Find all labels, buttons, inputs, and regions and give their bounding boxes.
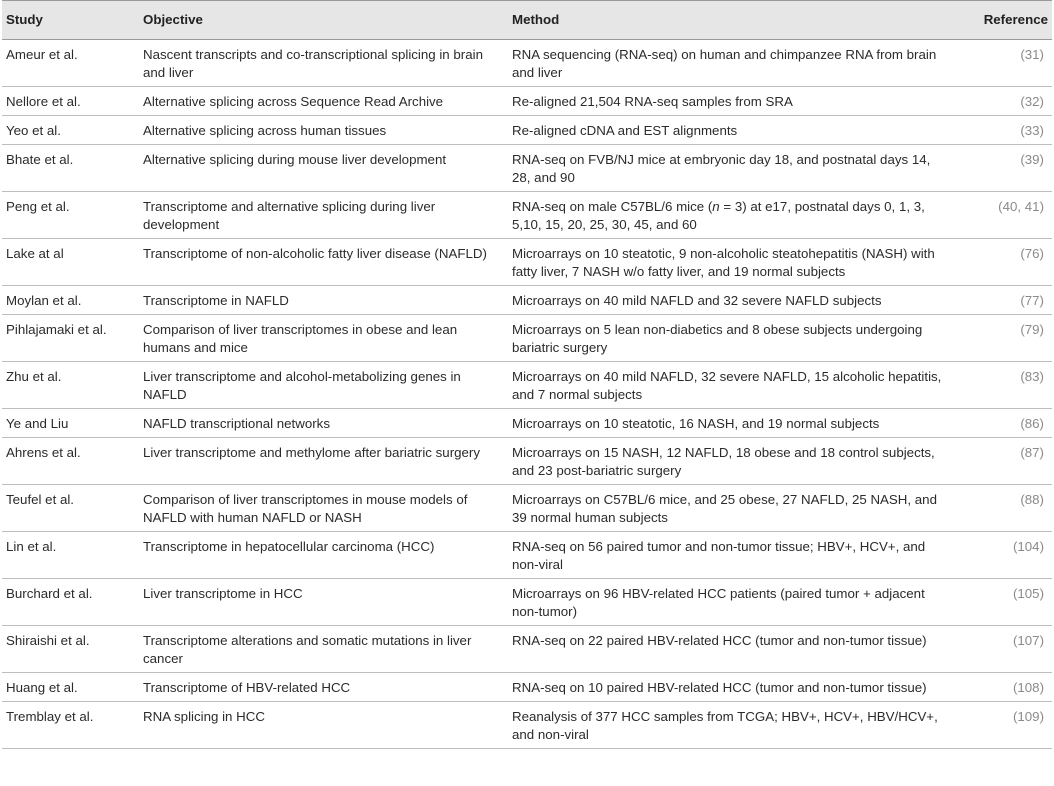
objective-cell: RNA splicing in HCC: [139, 702, 508, 749]
reference-cell: (40, 41): [949, 192, 1052, 239]
table-row: [2, 673, 1052, 702]
study-cell: Huang et al.: [2, 673, 139, 702]
table-row: [2, 409, 1052, 438]
header-objective: Objective: [139, 1, 508, 40]
table-row: [2, 579, 1052, 626]
reference-cell: (76): [949, 239, 1052, 286]
reference-cell: (83): [949, 362, 1052, 409]
reference-cell: (31): [949, 40, 1052, 87]
method-text-pre: RNA-seq on male C57BL/6 mice (: [512, 199, 713, 214]
objective-cell: Transcriptome of HBV-related HCC: [139, 673, 508, 702]
reference-cell: (109): [949, 702, 1052, 749]
table-row: [2, 116, 1052, 145]
table-row: [2, 362, 1052, 409]
method-cell: Microarrays on 40 mild NAFLD and 32 severe NAFLD subjects: [508, 286, 949, 315]
study-cell: Lake at al: [2, 239, 139, 286]
objective-cell: Alternative splicing across Sequence Read Archive: [139, 87, 508, 116]
method-cell: RNA-seq on 56 paired tumor and non-tumor tissue; HBV+, HCV+, and non-viral: [508, 532, 949, 579]
table-row: [2, 702, 1052, 749]
study-cell: Moylan et al.: [2, 286, 139, 315]
table-row: [2, 532, 1052, 579]
table-row: [2, 315, 1052, 362]
objective-cell: Transcriptome of non-alcoholic fatty liver disease (NAFLD): [139, 239, 508, 286]
method-cell: Microarrays on C57BL/6 mice, and 25 obese, 27 NAFLD, 25 NASH, and 39 normal human subjects: [508, 485, 949, 532]
header-study: Study: [2, 1, 139, 40]
study-cell: Shiraishi et al.: [2, 626, 139, 673]
objective-cell: Liver transcriptome in HCC: [139, 579, 508, 626]
reference-cell: (77): [949, 286, 1052, 315]
study-cell: Bhate et al.: [2, 145, 139, 192]
study-cell: Ahrens et al.: [2, 438, 139, 485]
method-cell: RNA-seq on 10 paired HBV-related HCC (tumor and non-tumor tissue): [508, 673, 949, 702]
study-cell: Ameur et al.: [2, 40, 139, 87]
method-cell: Re-aligned 21,504 RNA-seq samples from SRA: [508, 87, 949, 116]
study-cell: Burchard et al.: [2, 579, 139, 626]
studies-table: [2, 0, 1052, 749]
table-row: [2, 485, 1052, 532]
objective-cell: Transcriptome in hepatocellular carcinoma (HCC): [139, 532, 508, 579]
method-cell: RNA-seq on 22 paired HBV-related HCC (tumor and non-tumor tissue): [508, 626, 949, 673]
study-cell: Yeo et al.: [2, 116, 139, 145]
objective-cell: Alternative splicing during mouse liver development: [139, 145, 508, 192]
objective-cell: Liver transcriptome and alcohol-metabolizing genes in NAFLD: [139, 362, 508, 409]
reference-cell: (105): [949, 579, 1052, 626]
method-cell: Microarrays on 40 mild NAFLD, 32 severe NAFLD, 15 alcoholic hepatitis, and 7 normal subjects: [508, 362, 949, 409]
method-cell: RNA sequencing (RNA-seq) on human and chimpanzee RNA from brain and liver: [508, 40, 949, 87]
table-body: [2, 40, 1052, 749]
table-row: [2, 192, 1052, 239]
reference-cell: (87): [949, 438, 1052, 485]
objective-cell: Transcriptome in NAFLD: [139, 286, 508, 315]
study-cell: Pihlajamaki et al.: [2, 315, 139, 362]
reference-cell: (39): [949, 145, 1052, 192]
method-cell: Re-aligned cDNA and EST alignments: [508, 116, 949, 145]
method-cell: RNA-seq on FVB/NJ mice at embryonic day 18, and postnatal days 14, 28, and 90: [508, 145, 949, 192]
reference-cell: (88): [949, 485, 1052, 532]
study-cell: Teufel et al.: [2, 485, 139, 532]
method-cell: Microarrays on 15 NASH, 12 NAFLD, 18 obese and 18 control subjects, and 23 post-bariatric surgery: [508, 438, 949, 485]
reference-cell: (32): [949, 87, 1052, 116]
study-cell: Peng et al.: [2, 192, 139, 239]
table-row: [2, 626, 1052, 673]
objective-cell: Alternative splicing across human tissues: [139, 116, 508, 145]
table-row: [2, 87, 1052, 116]
method-cell: Microarrays on 10 steatotic, 9 non-alcoholic steatohepatitis (NASH) with fatty liver, 7 NASH w/o fatty liver, and 19 normal subjects: [508, 239, 949, 286]
table-row: [2, 239, 1052, 286]
objective-cell: Comparison of liver transcriptomes in obese and lean humans and mice: [139, 315, 508, 362]
header-reference: Reference: [949, 1, 1052, 40]
study-cell: Zhu et al.: [2, 362, 139, 409]
objective-cell: Nascent transcripts and co-transcriptional splicing in brain and liver: [139, 40, 508, 87]
reference-cell: (108): [949, 673, 1052, 702]
objective-cell: Comparison of liver transcriptomes in mouse models of NAFLD with human NAFLD or NASH: [139, 485, 508, 532]
objective-cell: NAFLD transcriptional networks: [139, 409, 508, 438]
table-row: [2, 145, 1052, 192]
reference-cell: (107): [949, 626, 1052, 673]
objective-cell: Transcriptome alterations and somatic mutations in liver cancer: [139, 626, 508, 673]
method-cell: Microarrays on 5 lean non-diabetics and 8 obese subjects undergoing bariatric surgery: [508, 315, 949, 362]
reference-cell: (79): [949, 315, 1052, 362]
method-cell: Microarrays on 96 HBV-related HCC patients (paired tumor + adjacent non-tumor): [508, 579, 949, 626]
study-cell: Lin et al.: [2, 532, 139, 579]
header-row: [2, 1, 1052, 40]
study-cell: Ye and Liu: [2, 409, 139, 438]
header-method: Method: [508, 1, 949, 40]
table-row: [2, 40, 1052, 87]
table-row: [2, 286, 1052, 315]
method-cell: Reanalysis of 377 HCC samples from TCGA; HBV+, HCV+, HBV/HCV+, and non-viral: [508, 702, 949, 749]
reference-cell: (86): [949, 409, 1052, 438]
method-cell: [508, 192, 949, 239]
objective-cell: Liver transcriptome and methylome after bariatric surgery: [139, 438, 508, 485]
table-header: [2, 1, 1052, 40]
method-text-italic: n: [712, 199, 720, 214]
method-cell: Microarrays on 10 steatotic, 16 NASH, and 19 normal subjects: [508, 409, 949, 438]
objective-cell: Transcriptome and alternative splicing during liver development: [139, 192, 508, 239]
method-text-post: = 3) at e17, postnatal days 0, 1, 3, 5,10, 15, 20, 25, 30, 45, and 60: [512, 199, 925, 232]
study-cell: Nellore et al.: [2, 87, 139, 116]
reference-cell: (33): [949, 116, 1052, 145]
study-cell: Tremblay et al.: [2, 702, 139, 749]
reference-cell: (104): [949, 532, 1052, 579]
table-row: [2, 438, 1052, 485]
